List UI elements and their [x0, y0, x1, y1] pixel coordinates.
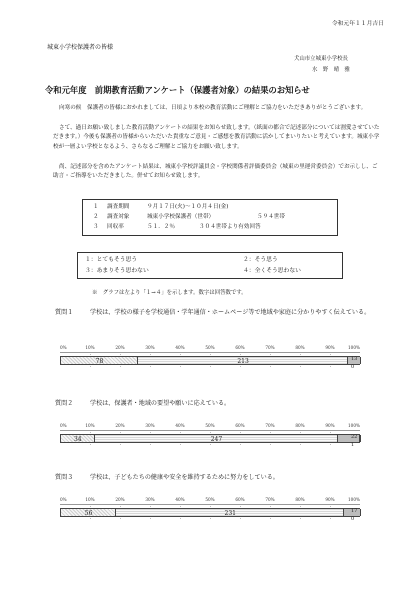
survey-summary-box [82, 199, 338, 236]
summary-value: ５１．２％ [147, 224, 175, 230]
summary-label: 調査対象 [107, 214, 130, 220]
summary-extra: ３０４世帯より有効回答 [199, 224, 261, 230]
bar-value-label-answer-3: 13 [351, 356, 358, 362]
question-2-chart [60, 423, 360, 455]
axis-tick-label: 100% [348, 345, 360, 350]
axis-tick-label: 50% [205, 345, 215, 350]
summary-num: ２ [93, 214, 99, 220]
axis-tick-label: 30% [145, 497, 155, 502]
axis-tick-label: 90% [325, 423, 335, 428]
stacked-bar [60, 508, 360, 517]
question-3-label: 質問３ [55, 474, 74, 481]
answer-legend-box [77, 252, 343, 279]
bar-value-label-answer-4: 1 [351, 442, 355, 448]
axis-tick-label: 50% [205, 423, 215, 428]
question-1-text: 学校は、学校の様子を学校通信・学年通信・ホームページ等で地域や家庭に分かりやすく伝えている。 [90, 309, 371, 316]
question-1-label: 質問１ [55, 309, 74, 316]
page-title: 令和元年度 前期教育活動アンケート（保護者対象）の結果のお知らせ [45, 85, 310, 95]
summary-row-period [93, 203, 257, 211]
axis-tick-label: 40% [175, 497, 185, 502]
axis-tick-label: 40% [175, 423, 185, 428]
axis-tick-label: 60% [235, 423, 245, 428]
axis-tick-label: 0% [60, 423, 67, 428]
summary-num: １ [93, 204, 99, 210]
bar-value-label-answer-2: 247 [210, 435, 223, 443]
question-3-text: 学校は、子どもたちの健康や安全を維持するために努力をしている。 [90, 474, 279, 481]
bar-value-label-answer-4: 0 [351, 364, 355, 370]
axis-tick-label: 10% [85, 423, 95, 428]
paragraph-note: 尚、記述部分を含めたアンケート結果は、城東小学校評議員会・学校関係者評価委員会（城東の里運営委員会）でお示しし、ご助言・ご指導をいただきました。併せてお知らせ致します。 [53, 164, 378, 180]
axis-tick-label: 20% [115, 497, 125, 502]
summary-value: ９月１７日(火)～１０月４日(金) [147, 204, 229, 210]
recipient: 城東小学校保護者の皆様 [47, 44, 114, 51]
legend-item-4: ４：全くそう思わない [243, 268, 301, 274]
axis-tick-label: 90% [325, 345, 335, 350]
bar-value-label-answer-2: 213 [237, 357, 249, 365]
axis-tick-label: 80% [295, 497, 305, 502]
question-2-label: 質問２ [55, 400, 74, 407]
bar-value-label-answer-1: 56 [84, 509, 93, 517]
question-1-chart [60, 345, 360, 377]
axis-tick-label: 100% [348, 423, 360, 428]
axis-line [60, 430, 360, 431]
axis-line [60, 352, 360, 353]
bar-value-label-answer-2: 231 [224, 509, 236, 517]
axis-tick-label: 0% [60, 345, 67, 350]
bar-value-label-answer-1: 78 [95, 357, 104, 365]
axis-tick-label: 80% [295, 345, 305, 350]
axis-tick-label: 0% [60, 497, 67, 502]
question-2-text: 学校は、保護者・地域の要望や願いに応えている。 [90, 400, 231, 407]
axis-tick-label: 20% [115, 345, 125, 350]
axis-tick-label: 60% [235, 345, 245, 350]
stacked-bar [60, 356, 360, 365]
legend-item-1: １：とてもそう思う [85, 257, 138, 263]
axis-tick-label: 100% [348, 497, 360, 502]
axis-tick-label: 30% [145, 423, 155, 428]
paragraph-greeting: 向寒の候 保護者の皆様におかれましては、日頃より本校の教育活動にご理解とご協力をいただきありがとうございます。 [59, 105, 367, 111]
axis-tick-label: 30% [145, 345, 155, 350]
question-3-chart [60, 497, 360, 529]
bar-value-label-answer-1: 34 [73, 435, 82, 443]
axis-tick-label: 20% [115, 423, 125, 428]
summary-extra: ５９４世帯 [257, 214, 285, 220]
stacked-bar [60, 434, 360, 443]
axis-tick-label: 40% [175, 345, 185, 350]
axis-tick-label: 50% [205, 497, 215, 502]
summary-value: 城東小学校保護者（世帯） [147, 214, 215, 220]
summary-label: 調査期間 [107, 204, 130, 210]
axis-tick-label: 60% [235, 497, 245, 502]
issue-date: 令和元年１１月吉日 [331, 21, 384, 27]
summary-row-response [93, 223, 261, 231]
sender-name: 水 野 晴 雅 [312, 67, 350, 73]
chart-note: ※ グラフは左より「１→４」を示します。数字は回答数です。 [92, 290, 247, 296]
bar-value-label-answer-3: 17 [351, 508, 358, 514]
axis-tick-label: 70% [265, 423, 275, 428]
bar-segment-answer-4 [360, 435, 361, 442]
bar-value-label-answer-4: 0 [351, 516, 355, 522]
axis-tick-label: 10% [85, 497, 95, 502]
legend-item-3: ３：あまりそう思わない [85, 268, 149, 274]
legend-item-2: ２：そう思う [243, 257, 278, 263]
sender-school: 犬山市立城東小学校長 [294, 56, 348, 62]
axis-line [60, 504, 360, 505]
paragraph-main: さて、過日お願い致しました教育活動アンケートの結果をお知らせ致します。（紙面の都合で記述部分については割愛させていただきます。）今後も保護者の皆様からいただいた貴重なご意見・ご感想を教育活動に活かしてまいりたいと考えています。城東小学校が一層よい学校となるよう、さらなるご理解とご協力をお願い致します。 [53, 125, 380, 150]
axis-tick-label: 80% [295, 423, 305, 428]
summary-row-target [93, 213, 285, 221]
bar-value-label-answer-3: 22 [351, 434, 358, 440]
summary-num: ３ [93, 224, 99, 230]
summary-label: 回収率 [107, 224, 124, 230]
axis-tick-label: 70% [265, 345, 275, 350]
axis-tick-label: 10% [85, 345, 95, 350]
axis-tick-label: 90% [325, 497, 335, 502]
axis-tick-label: 70% [265, 497, 275, 502]
